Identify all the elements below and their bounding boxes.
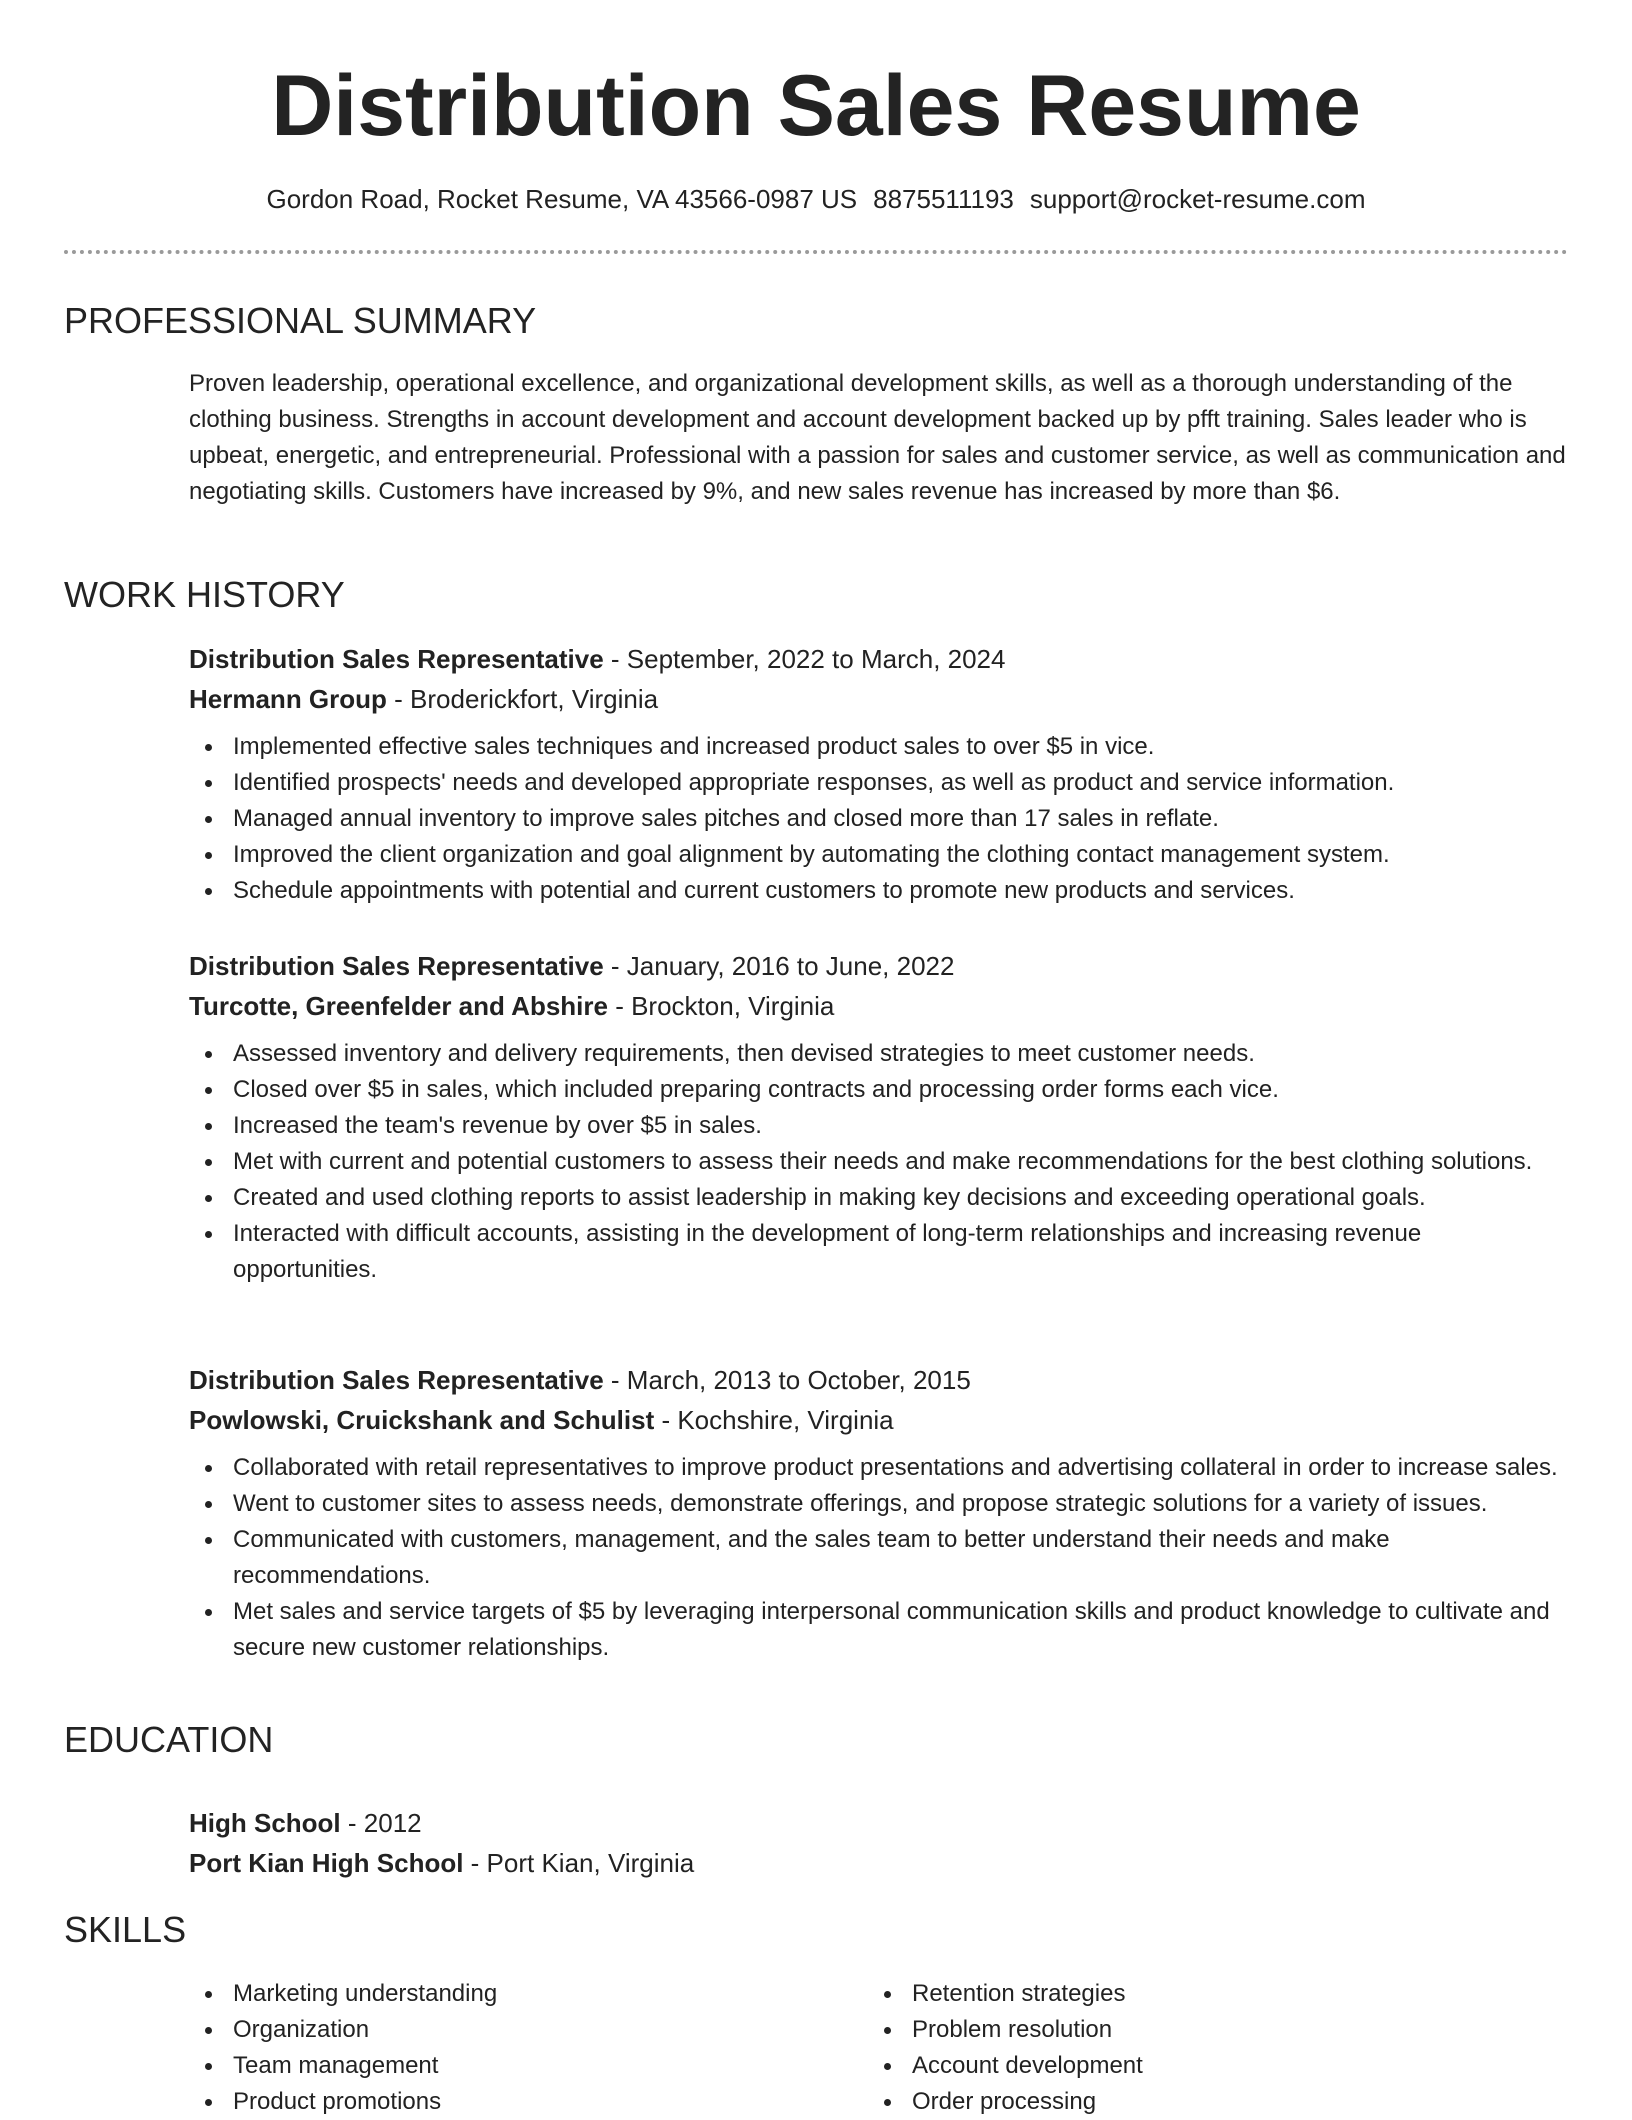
skill-item: Problem resolution [912,2012,1488,2048]
contact-phone: 8875511193 [873,184,1014,214]
skills-list [189,1976,809,2120]
education-degree: High School [189,1808,341,1838]
job-entry [189,1360,1569,1666]
education-degree-line [189,1803,1569,1843]
job-title-line [189,1360,1569,1400]
job-bullets [189,1450,1569,1666]
education-location: - Port Kian, Virginia [463,1848,695,1878]
contact-address: Gordon Road, Rocket Resume, VA 43566-0987 US [266,184,858,214]
header-divider [64,250,1568,254]
job-company-line [189,679,1569,719]
job-company: Turcotte, Greenfelder and Abshire [189,991,608,1021]
job-bullets [189,729,1569,909]
list-item: Schedule appointments with potential and current customers to promote new products and services. [233,873,1569,909]
section-title-education: EDUCATION [64,1719,274,1760]
list-item: Met with current and potential customers to assess their needs and make recommendations for the best clothing solutions. [233,1144,1569,1180]
education-school: Port Kian High School [189,1848,464,1878]
skill-item: Account development [912,2048,1488,2084]
skill-item: Team management [233,2048,809,2084]
job-title-line [189,639,1569,679]
job-company-line [189,986,1569,1026]
skill-item: Retention strategies [912,1976,1488,2012]
job-title: Distribution Sales Representative [189,1365,604,1395]
job-entry [189,946,1569,1288]
job-dates: - January, 2016 to June, 2022 [603,951,955,981]
skill-item: Product promotions [233,2084,809,2120]
list-item: Communicated with customers, management, and the sales team to better understand their needs and make recommendations. [233,1522,1569,1594]
skill-item: Organization [233,2012,809,2048]
list-item: Identified prospects' needs and developed appropriate responses, as well as product and service information. [233,765,1569,801]
summary-text: Proven leadership, operational excellence, and organizational development skills, as well as a thorough understanding of the clothing business. Strengths in account development and account development backed up by pfft training. Sales leader who is upbeat, energetic, and entrepreneurial. Professional with a passion for sales and customer service, as well as communication and negotiating skills. Customers have increased by 9%, and new sales revenue has increased by more than $6. [189,370,1566,505]
job-location: - Brockton, Virginia [607,991,835,1021]
list-item: Implemented effective sales techniques and increased product sales to over $5 in vice. [233,729,1569,765]
list-item: Managed annual inventory to improve sales pitches and closed more than 17 sales in reflate. [233,801,1569,837]
job-entry [189,639,1569,909]
contact-line [0,181,1632,217]
list-item: Collaborated with retail representatives to improve product presentations and advertising collateral in order to increase sales. [233,1450,1569,1486]
job-location: - Broderickfort, Virginia [386,684,659,714]
job-company-line [189,1400,1569,1440]
job-title: Distribution Sales Representative [189,951,604,981]
job-dates: - September, 2022 to March, 2024 [603,644,1006,674]
job-dates: - March, 2013 to October, 2015 [603,1365,971,1395]
skills-column-left [189,1976,809,2120]
list-item: Went to customer sites to assess needs, demonstrate offerings, and propose strategic solutions for a variety of issues. [233,1486,1569,1522]
skills-list [868,1976,1488,2120]
section-title-summary: PROFESSIONAL SUMMARY [64,300,537,341]
job-title: Distribution Sales Representative [189,644,604,674]
job-bullets [189,1036,1569,1288]
list-item: Improved the client organization and goal alignment by automating the clothing contact management system. [233,837,1569,873]
job-company: Powlowski, Cruickshank and Schulist [189,1405,655,1435]
section-title-work-history: WORK HISTORY [64,574,345,615]
list-item: Closed over $5 in sales, which included preparing contracts and processing order forms each vice. [233,1072,1569,1108]
job-title-line [189,946,1569,986]
list-item: Interacted with difficult accounts, assisting in the development of long-term relationships and increasing revenue opportunities. [233,1216,1569,1288]
list-item: Created and used clothing reports to assist leadership in making key decisions and exceeding operational goals. [233,1180,1569,1216]
skills-column-right [868,1976,1488,2120]
list-item: Increased the team's revenue by over $5 in sales. [233,1108,1569,1144]
list-item: Met sales and service targets of $5 by leveraging interpersonal communication skills and product knowledge to cultivate and secure new customer relationships. [233,1594,1569,1666]
job-location: - Kochshire, Virginia [654,1405,894,1435]
section-title-skills: SKILLS [64,1909,187,1950]
education-year: - 2012 [340,1808,422,1838]
resume-title: Distribution Sales Resume [271,58,1361,154]
skill-item: Order processing [912,2084,1488,2120]
skill-item: Marketing understanding [233,1976,809,2012]
education-school-line [189,1843,1569,1883]
contact-email: support@rocket-resume.com [1029,184,1366,214]
job-company: Hermann Group [189,684,387,714]
list-item: Assessed inventory and delivery requirements, then devised strategies to meet customer needs. [233,1036,1569,1072]
education-entry [189,1803,1569,1883]
